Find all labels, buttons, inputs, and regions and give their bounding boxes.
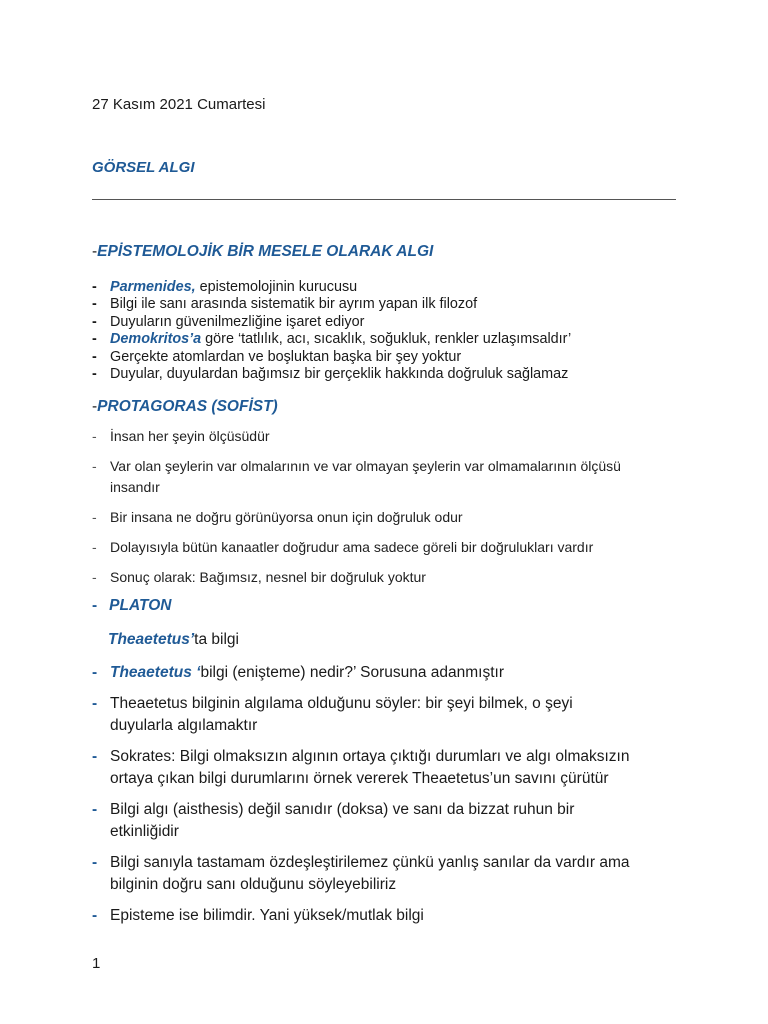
protagoras-list	[92, 426, 621, 597]
list-item	[92, 662, 629, 684]
heading-text: PLATON	[109, 597, 172, 614]
list-item	[92, 314, 571, 331]
bullet-dash: -	[92, 907, 98, 924]
bullet-dash: -	[92, 597, 98, 614]
heading-dash: -	[92, 243, 98, 260]
list-item-text: göre ‘tatlılık, acı, sıcaklık, soğukluk, renkler uzlaşımsaldır’	[201, 331, 572, 348]
list-item-text: Bilgi ile sanı arasında sistematik bir ayrım yapan ilk filozof	[110, 296, 478, 313]
bullet-dash: -	[92, 331, 97, 348]
section-heading-epistemoloji	[92, 243, 433, 261]
bullet-dash: -	[92, 458, 97, 474]
list-item-line: Episteme ise bilimdir. Yani yüksek/mutlak bilgi	[110, 907, 424, 924]
bullet-dash: -	[92, 539, 97, 555]
list-item-line: bilginin doğru sanı olduğunu söyleyebiliriz	[110, 876, 397, 893]
list-item-line: Dolayısıyla bütün kanaatler doğrudur ama sadece göreli bir doğrulukları vardır	[110, 539, 594, 555]
list-item-line: etkinliğidir	[110, 823, 179, 840]
list-item-line: Theaetetus bilginin algılama olduğunu söyler: bir şeyi bilmek, o şeyi	[110, 695, 573, 712]
list-item-text: Duyular, duyulardan bağımsız bir gerçeklik hakkında doğruluk sağlamaz	[110, 366, 569, 383]
list-item-line: Var olan şeylerin var olmalarının ve var olmayan şeylerin var olmamalarının ölçüsü	[110, 458, 621, 474]
bullet-dash: -	[92, 569, 97, 585]
bullet-dash: -	[92, 695, 98, 712]
list-item-line: Bir insana ne doğru görünüyorsa onun için doğruluk odur	[110, 509, 463, 525]
bullet-dash: -	[92, 801, 98, 818]
heading-text: EPİSTEMOLOJİK BİR MESELE OLARAK ALGI	[97, 243, 434, 260]
bullet-dash: -	[92, 296, 97, 313]
list-item-line: Bilgi algı (aisthesis) değil sanıdır (doksa) ve sanı da bizzat ruhun bir	[110, 801, 575, 818]
list-item-line: Sonuç olarak: Bağımsız, nesnel bir doğruluk yoktur	[110, 569, 426, 585]
list-item-line: bilgi (enişteme) nedir?’ Sorusuna adanmıştır	[200, 664, 504, 681]
list-item-line: duyularla algılamaktır	[110, 717, 258, 734]
list-item	[92, 366, 571, 383]
list-item	[92, 799, 629, 843]
list-item	[92, 507, 621, 528]
bullet-dash: -	[92, 279, 97, 295]
list-item	[92, 693, 629, 737]
subheading-text: ta bilgi	[194, 631, 239, 648]
emphasis-name: Theaetetus’	[108, 631, 195, 648]
subheading-theaetetus	[108, 631, 239, 649]
list-item-line: Sokrates: Bilgi olmaksızın algının ortaya çıktığı durumları ve algı olmaksızın	[110, 748, 630, 765]
list-item-line: ortaya çıkan bilgi durumlarını örnek vererek Theaetetus’un savını çürütür	[110, 770, 609, 787]
page-number: 1	[92, 955, 101, 972]
bullet-dash: -	[92, 348, 97, 365]
section-heading-platon	[92, 597, 171, 615]
heading-dash: -	[92, 398, 98, 415]
list-item-line: İnsan her şeyin ölçüsüdür	[110, 428, 270, 444]
document-date: 27 Kasım 2021 Cumartesi	[92, 96, 266, 113]
bullet-dash: -	[92, 748, 98, 765]
list-item	[92, 331, 571, 348]
list-item	[92, 349, 571, 366]
list-item-line: Bilgi sanıyla tastamam özdeşleştirilemez çünkü yanlış sanılar da vardır ama	[110, 854, 630, 871]
list-item	[92, 426, 621, 447]
section-heading-protagoras	[92, 398, 278, 416]
bullet-dash: -	[92, 428, 97, 444]
horizontal-divider	[92, 199, 676, 200]
bullet-dash: -	[92, 854, 98, 871]
emphasis-name: Parmenides,	[110, 279, 196, 295]
emphasis-name: Demokritos’a	[110, 331, 202, 348]
list-item	[92, 905, 629, 927]
list-item	[92, 296, 571, 313]
bullet-dash: -	[92, 664, 98, 681]
list-item	[92, 746, 629, 790]
bullet-dash: -	[92, 366, 97, 383]
list-item-text: Duyuların güvenilmezliğine işaret ediyor	[110, 313, 365, 330]
document-title: GÖRSEL ALGI	[92, 159, 195, 176]
emphasis-name: Theaetetus ‘	[110, 664, 201, 681]
list-item-text: epistemolojinin kurucusu	[195, 279, 358, 295]
list-item-line: insandır	[110, 479, 160, 495]
heading-text: PROTAGORAS (SOFİST)	[97, 398, 278, 415]
epistemoloji-list	[92, 279, 571, 383]
bullet-dash: -	[92, 509, 97, 525]
list-item-text: Gerçekte atomlardan ve boşluktan başka bir şey yoktur	[110, 348, 462, 365]
list-item	[92, 567, 621, 588]
list-item	[92, 279, 571, 296]
list-item	[92, 456, 621, 498]
bullet-dash: -	[92, 313, 97, 330]
platon-list	[92, 662, 629, 936]
list-item	[92, 537, 621, 558]
list-item	[92, 852, 629, 896]
